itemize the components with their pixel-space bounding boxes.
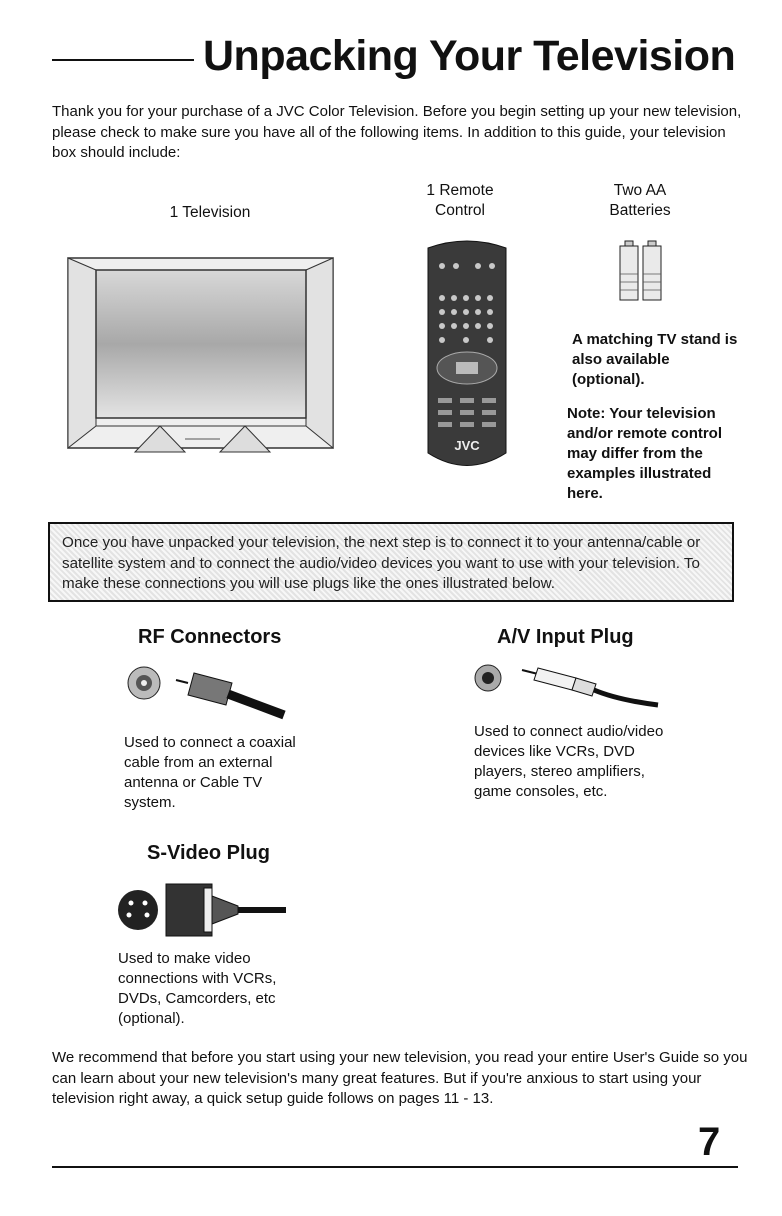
title-rule xyxy=(52,59,194,61)
batteries-label-line1: Two AA xyxy=(613,182,667,199)
s-video-plug-icon xyxy=(114,880,294,940)
batteries-illustration xyxy=(616,240,666,302)
remote-label-line2: Control xyxy=(435,202,485,219)
page-number: 7 xyxy=(698,1120,721,1164)
differ-note: Note: Your television and/or remote control may differ from the examples illustrated here. xyxy=(567,405,723,502)
remote-label xyxy=(400,181,520,221)
batteries-label xyxy=(580,181,700,221)
outro-paragraph: We recommend that before you start using your new television, you read your entire User's Guide so you can learn about your new television's many great features. But if you're anxious to start using your television right away, a quick setup guide follows on pages 11 - 13. xyxy=(52,1049,748,1107)
batteries-label-line2: Batteries xyxy=(609,202,671,219)
av-input-plug-description: Used to connect audio/video devices like VCRs, DVD players, stereo amplifiers, game consoles, etc. xyxy=(474,723,664,800)
av-input-plug-heading: A/V Input Plug xyxy=(497,626,634,648)
television-illustration xyxy=(60,256,350,456)
rf-connectors-description: Used to connect a coaxial cable from an external antenna or Cable TV system. xyxy=(124,734,296,811)
s-video-plug-heading: S-Video Plug xyxy=(147,842,270,864)
page-title: Unpacking Your Television xyxy=(203,32,736,80)
connection-banner: Once you have unpacked your television, the next step is to connect it to your antenna/cable or satellite system and to connect the audio/video devices you want to use with your television. To make these connections you will use plugs like the ones illustrated below. xyxy=(48,522,734,602)
bottom-rule xyxy=(52,1166,738,1168)
intro-paragraph: Thank you for your purchase of a JVC Color Television. Before you begin setting up your new television, please check to make sure you have all of the following items. In addition to this guide, your television box should include: xyxy=(52,103,742,161)
av-plug-icon xyxy=(468,660,668,715)
television-label: 1 Television xyxy=(169,204,251,221)
remote-label-line1: 1 Remote xyxy=(426,182,494,199)
rf-connectors-heading: RF Connectors xyxy=(138,626,282,648)
rf-connector-icon xyxy=(122,663,292,723)
tv-stand-note: A matching TV stand is also available (optional). xyxy=(572,331,738,388)
remote-logo: JVC xyxy=(454,438,480,453)
remote-control-illustration xyxy=(420,238,515,478)
s-video-plug-description: Used to make video connections with VCRs, DVDs, Camcorders, etc (optional). xyxy=(118,950,277,1027)
